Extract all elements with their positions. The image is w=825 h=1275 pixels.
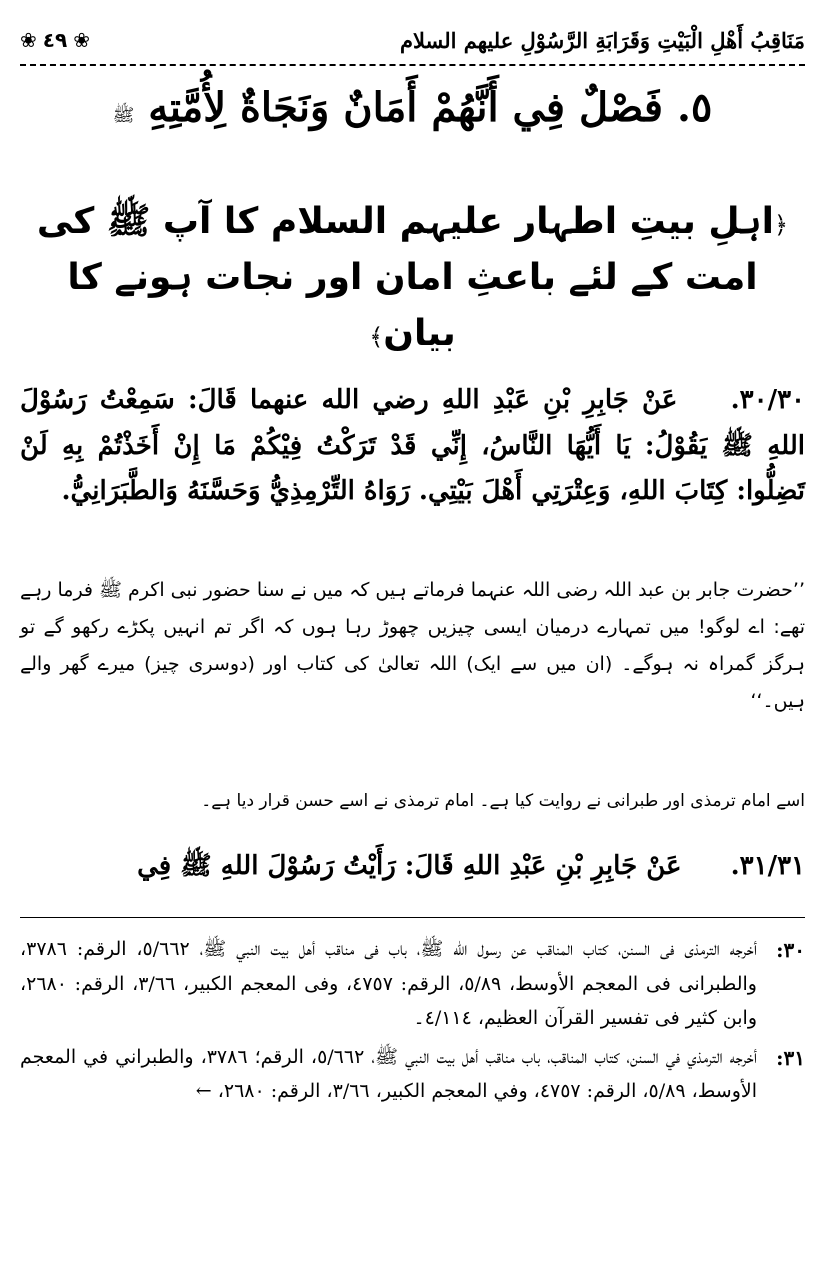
footnote-number: ٣٠: (776, 938, 805, 962)
hadith-text: عَنْ جَابِرِ بْنِ عَبْدِ اللهِ رضي الله عنهما قَالَ: سَمِعْتُ رَسُوْلَ اللهِ ﷺ يَقُوْلُ: يَا أَيُّهَا النَّاسُ، إِنِّي قَدْ تَرَكْتُ فِيْكُمْ مَا إِنْ أَخَذْتُمْ بِهِ لَنْ تَضِلُّوا: كِتَابَ اللهِ، وَعِتْرَتِي أَهْلَ بَيْتِي. رَوَاهُ التِّرْمِذِيُّ وَحَسَّنَهُ وَالطَّبَرَانِيُّ. (20, 385, 805, 506)
ornate-bracket-open: ﴿ (774, 211, 789, 239)
hadith-30-urdu-translation: ’’حضرت جابر بن عبد اللہ رضی اللہ عنہما فرماتے ہیں کہ میں نے سنا حضور نبی اکرم ﷺ فرما رہے تھے: اے لوگو! میں تمہارے درمیان ایسی چیزیں چھوڑ رہا ہوں کہ اگر تم انہیں پکڑے رکھو گے تو ہرگز گمراہ نہ ہوگے۔ (ان میں سے ایک) اللہ تعالیٰ کی کتاب اور (دوسری چیز) میرے گھر والے ہیں۔‘‘ (20, 579, 805, 713)
page-number: ٤٩ (42, 28, 68, 52)
footnote-item (20, 1040, 805, 1109)
page-header (20, 22, 805, 58)
chapter-title (20, 82, 805, 134)
urdu-chapter-heading (20, 194, 805, 361)
hadith-30-arabic (20, 378, 805, 515)
ornate-bracket-close: ﴾ (369, 322, 384, 351)
running-title: مَنَاقِبُ أَهْلِ الْبَيْتِ وَقَرَابَةِ الرَّسُوْلِ عليهم السلام (399, 27, 805, 53)
hadith-30-urdu-reference: اسے امام ترمذی اور طبرانی نے روایت کیا ہے۔ امام ترمذی نے اسے حسن قرار دیا ہے۔ (201, 791, 805, 811)
footnote-item (20, 932, 805, 1036)
footnote-number: ٣١: (776, 1045, 805, 1070)
header-divider (20, 64, 805, 66)
flower-ornament-icon: ❀ (73, 28, 90, 52)
hadith-number: ٣٠/٣٠. (730, 385, 806, 415)
footnotes (20, 932, 805, 1113)
urdu-heading-text: اہلِ بیتِ اطہار علیہم السلام کا آپ ﷺ کی امت کے لئے باعثِ امان اور نجات ہونے کا بیان (36, 201, 774, 354)
salutation-glyph: ﷺ (112, 105, 135, 126)
flower-ornament-icon: ❀ (20, 28, 37, 52)
hadith-text: عَنْ جَابِرِ بْنِ عَبْدِ اللهِ قَالَ: رَأَيْتُ رَسُوْلَ اللهِ ﷺ فِي (137, 851, 682, 881)
hadith-31-arabic (20, 844, 805, 890)
footnote-divider (20, 917, 805, 918)
footnote-text: أخرجه الترمذی فی السنن، کتاب المناقب عن رسول الله ﷺ، باب فی مناقب أهل بيت النبي ﷺ، ٥/٦٦٢، الرقم: ٣٧٨٦، والطبرانی فی المعجم الأوسط، ٥/٨٩، الرقم: ٤٧٥٧، وفی المعجم الکبير، ٣/٦٦، الرقم: ٢٦٨٠، وابن کثير فی تفسير القرآن العظيم، ٤/١١٤۔ (20, 938, 757, 1030)
page-number-badge (20, 28, 90, 52)
footnote-text: أخرجه الترمذي في السنن، کتاب المناقب، باب مناقب أهل بيت النبي ﷺ، ٥/٦٦٢، الرقم؛ ٣٧٨٦، والطبراني في المعجم الأوسط، ٥/٨٩، الرقم: ٤٧٥٧، وفي المعجم الکبير، ٣/٦٦، الرقم: ٢٦٨٠، ← (20, 1045, 757, 1103)
chapter-title-text: ٥. فَصْلٌ فِي أَنَّهُمْ أَمَانٌ وَنَجَاةٌ لِأُمَّتِهِ (148, 84, 713, 131)
hadith-number: ٣١/٣١. (730, 851, 805, 881)
